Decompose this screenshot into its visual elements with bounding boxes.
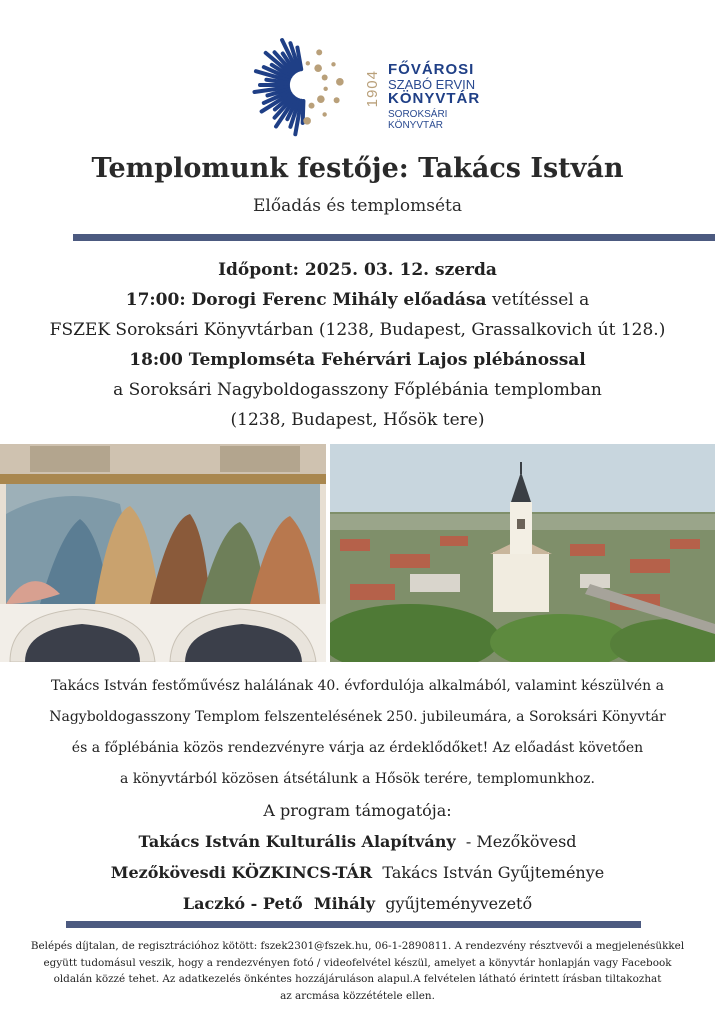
description-line-3: és a főplébánia közös rendezvényre várja az érdeklődőket! Az előadást követően [71,740,644,756]
church-aerial-photo [330,444,715,662]
logo-text [388,62,486,131]
event-talk-place: FSZEK Soroksári Könyvtárban (1238, Budapest, Grassalkovich út 128.) [49,320,666,340]
logo-line-2: SZABÓ ERVIN [388,76,476,92]
divider-bottom [66,921,641,928]
footer-line-1: Belépés díjtalan, de regisztrációhoz kötött: fszek2301@fszek.hu, 06-1-2890811. A rendezvény résztvevői a megjelenésükkel [30,940,685,952]
sponsors-heading: A program támogatója: [263,801,452,820]
sponsor-2-rest: Takács István Gyűjteménye [372,863,605,882]
sponsor-2-name: Mezőkövesdi KÖZKINCS-TÁR [110,863,373,882]
description-line-1: Takács István festőművész halálának 40. évfordulója alkalmából, valamint készülvén a [51,678,664,694]
logo-line-3: KÖNYVTÁR [388,90,481,108]
fresco-image [0,444,326,662]
page-title: Templomunk festője: Takács István [91,153,624,184]
event-talk-title: 17:00: Dorogi Ferenc Mihály előadása [125,290,487,310]
event-walk-place-2: (1238, Budapest, Hősök tere) [230,410,485,430]
sponsor-3-rest: gyűjteményvezető [375,894,533,913]
sponsor-1-name: Takács István Kulturális Alapítvány [138,832,456,851]
logo-year: 1904 [364,70,381,108]
library-logo [246,30,486,140]
logo-line-1: FŐVÁROSI [388,61,475,78]
description-line-4: a könyvtárból közösen átsétálunk a Hősök terére, templomunkhoz. [120,771,595,787]
event-talk [0,285,715,315]
event-description [0,671,715,795]
event-walk-title: 18:00 Templomséta Fehérvári Lajos plébánossal [129,350,586,370]
event-talk-rest: vetítéssel a [486,290,590,310]
logo-line-4: SOROKSÁRI KÖNYVTÁR [388,109,448,131]
sponsor-3-name: Laczkó - Pető Mihály [182,894,376,913]
sponsor-1-rest: - Mezőkövesd [455,832,577,851]
footer-line-4: az arcmása közzététele ellen. [280,989,435,1002]
footer-line-2: együtt tudomásul veszik, hogy a rendezvényen fotó / videofelvétel készül, amelyet a könyvtár honlapján vagy Facebook [43,956,672,969]
sponsor-3 [0,888,715,919]
church-aerial-image [330,444,715,662]
footer-notice [20,938,695,1004]
event-date: Időpont: 2025. 03. 12. szerda [218,260,497,280]
library-logo-icon [246,30,362,140]
description-line-2: Nagyboldogasszony Templom felszentelésének 250. jubileumára, a Soroksári Könyvtár [49,709,666,725]
footer-line-3: oldalán közzé tehet. Az adatkezelés önkéntes hozzájáruláson alapul.A felvételen látható érintett írásban tiltakozhat [53,973,662,985]
page-subtitle: Előadás és templomséta [253,196,462,216]
sponsor-2 [0,857,715,888]
sponsor-1 [0,826,715,857]
event-walk-place-1: a Soroksári Nagyboldogasszony Főplébánia templomban [113,380,602,400]
sponsors [0,795,715,919]
divider-top [73,234,715,241]
event-info [0,255,715,435]
fresco-photo [0,444,326,662]
